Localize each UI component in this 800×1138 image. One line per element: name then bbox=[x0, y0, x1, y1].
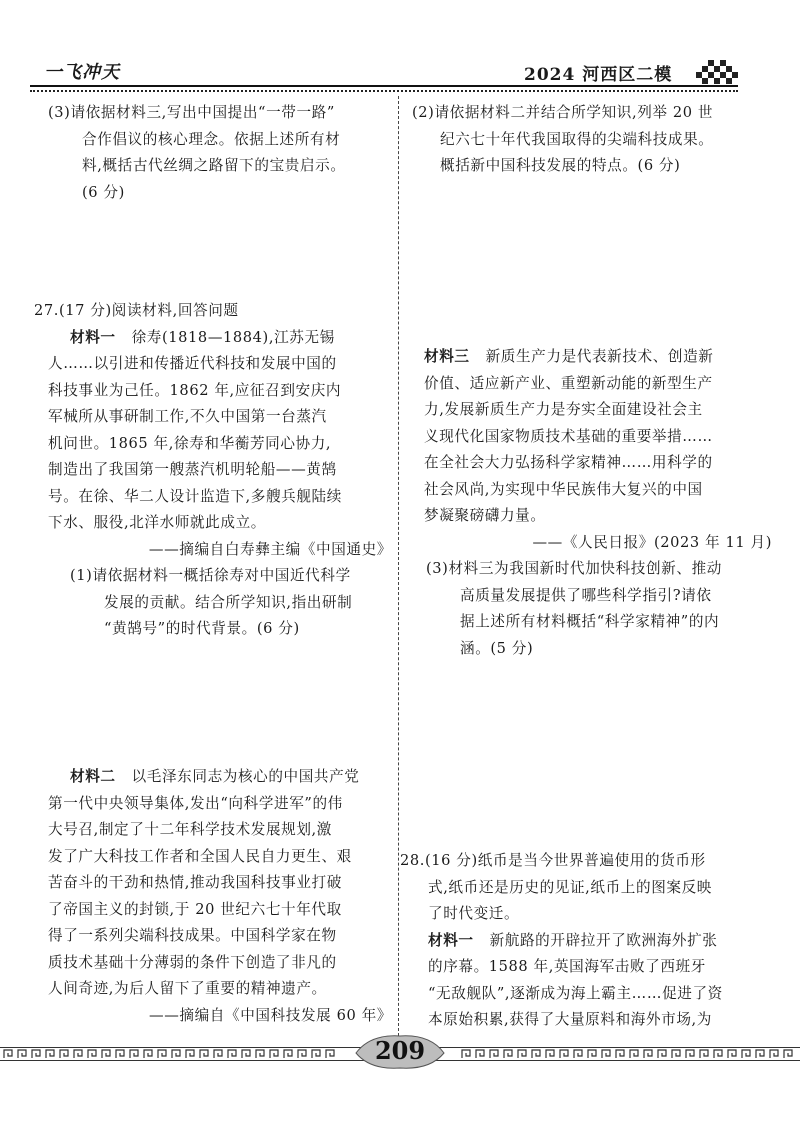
question-heading: 28.(16 分)纸币是当今世界普遍使用的货币形 bbox=[400, 852, 706, 869]
material-line: 得了一系列尖端科技成果。中国科学家在物 bbox=[48, 927, 337, 944]
header-dotted-rule bbox=[30, 90, 738, 92]
material-line: 的序幕。1588 年,英国海军击败了西班牙 bbox=[428, 958, 706, 975]
page-number-badge bbox=[350, 1026, 450, 1076]
question-text: 纪六七十年代我国取得的尖端科技成果。 bbox=[440, 130, 714, 148]
question-heading: 27.(17 分)阅读材料,回答问题 bbox=[34, 302, 239, 319]
right-column-q2 bbox=[412, 100, 772, 180]
material-line: 材料一 徐寿(1818—1884),江苏无锡 bbox=[70, 328, 335, 346]
left-column-q27 bbox=[34, 298, 392, 643]
checkerboard-icon bbox=[696, 58, 740, 84]
question-text: 式,纸币还是历史的见证,纸币上的图案反映 bbox=[428, 878, 712, 896]
column-divider bbox=[398, 96, 399, 1036]
material-line: 社会风尚,为实现中华民族伟大复兴的中国 bbox=[424, 480, 703, 498]
left-column bbox=[48, 100, 392, 206]
material-line: 军械所从事研制工作,不久中国第一台蒸汽 bbox=[48, 408, 327, 425]
question-text: 料,概括古代丝绸之路留下的宝贵启示。 bbox=[82, 157, 346, 174]
question-text: (3)请依据材料三,写出中国提出“一带一路” bbox=[48, 104, 335, 121]
material-line: 人……以引进和传播近代科技和发展中国的 bbox=[48, 355, 337, 372]
material-label: 材料一 bbox=[70, 328, 116, 346]
material-line: 质技术基础十分薄弱的条件下创造了非凡的 bbox=[48, 953, 337, 971]
material-line: 第一代中央领导集体,发出“向科学进军”的伟 bbox=[48, 794, 343, 812]
material-line: 发了广大科技工作者和全国人民自力更生、艰 bbox=[48, 847, 352, 865]
material-line: 苦奋斗的干劲和热情,推动我国科技事业打破 bbox=[48, 874, 342, 891]
material-line: 材料一 新航路的开辟拉开了欧洲海外扩张 bbox=[428, 931, 718, 949]
page-number: 209 bbox=[374, 1036, 426, 1065]
material-line: 义现代化国家物质技术基础的重要举措…… bbox=[424, 427, 713, 445]
question-text: 了时代变迁。 bbox=[428, 905, 520, 922]
material-line: 机问世。1865 年,徐寿和华蘅芳同心协力, bbox=[48, 434, 332, 452]
question-score: (6 分) bbox=[82, 183, 125, 201]
question-text: (1)请依据材料一概括徐寿对中国近代科学 bbox=[70, 567, 351, 584]
material-line: 梦凝聚磅礴力量。 bbox=[424, 507, 546, 524]
header-rule bbox=[30, 85, 738, 87]
material-line: 材料二 以毛泽东同志为核心的中国共产党 bbox=[70, 768, 360, 785]
material-line: 价值、适应新产业、重塑新动能的新型生产 bbox=[424, 374, 713, 392]
page-header bbox=[0, 0, 800, 100]
material-line: 在全社会大力弘扬科学家精神……用科学的 bbox=[424, 454, 713, 471]
question-text: 概括新中国科技发展的特点。(6 分) bbox=[440, 157, 681, 174]
material-line: 大号召,制定了十二年科学技术发展规划,激 bbox=[48, 821, 332, 838]
material-line: 制造出了我国第一艘蒸汽机明轮船——黄鹄 bbox=[48, 461, 337, 478]
material-source: ——《人民日报》(2023 年 11 月) bbox=[532, 533, 772, 551]
material-line: “无敌舰队”,逐渐成为海上霸主……促进了资 bbox=[428, 984, 723, 1002]
material-label: 材料二 bbox=[70, 768, 116, 785]
right-column-q28 bbox=[400, 848, 772, 1034]
material-line: 了帝国主义的封锁,于 20 世纪六七十年代取 bbox=[48, 900, 342, 918]
material-line: 材料三 新质生产力是代表新技术、创造新 bbox=[424, 348, 714, 365]
question-text: (2)请依据材料二并结合所学知识,列举 20 世 bbox=[412, 104, 714, 121]
material-source: ——摘编自白寿彝主编《中国通史》 bbox=[148, 540, 392, 558]
material-line: 力,发展新质生产力是夯实全面建设社会主 bbox=[424, 401, 703, 418]
question-text: 发展的贡献。结合所学知识,指出研制 bbox=[104, 593, 353, 611]
material-label: 材料三 bbox=[424, 348, 470, 365]
question-text: 据上述所有材料概括“科学家精神”的内 bbox=[460, 613, 720, 630]
material-line: 人间奇迹,为后人留下了重要的精神遗产。 bbox=[48, 980, 327, 997]
question-text: 高质量发展提供了哪些科学指引?请依 bbox=[460, 586, 712, 604]
exam-title: 2024 河西区二模 bbox=[524, 65, 673, 85]
material-source: ——摘编自《中国科技发展 60 年》 bbox=[149, 1006, 392, 1024]
left-column-m2 bbox=[48, 764, 392, 1029]
question-score: 涵。(5 分) bbox=[460, 639, 534, 657]
material-line: 科技事业为己任。1862 年,应征召到安庆内 bbox=[48, 381, 342, 399]
brand-logo: 一飞冲天 bbox=[44, 62, 120, 83]
material-label: 材料一 bbox=[428, 931, 474, 949]
question-text: 合作倡议的核心理念。依据上述所有材 bbox=[82, 130, 341, 148]
question-text: “黄鹄号”的时代背景。(6 分) bbox=[104, 620, 300, 637]
material-line: 下水、服役,北洋水师就此成立。 bbox=[48, 514, 266, 531]
material-line: 号。在徐、华二人设计监造下,多艘兵舰陆续 bbox=[48, 487, 342, 505]
material-line: 本原始积累,获得了大量原料和海外市场,为 bbox=[428, 1011, 712, 1028]
question-text: (3)材料三为我国新时代加快科技创新、推动 bbox=[426, 560, 722, 577]
right-column-m3 bbox=[412, 344, 772, 662]
